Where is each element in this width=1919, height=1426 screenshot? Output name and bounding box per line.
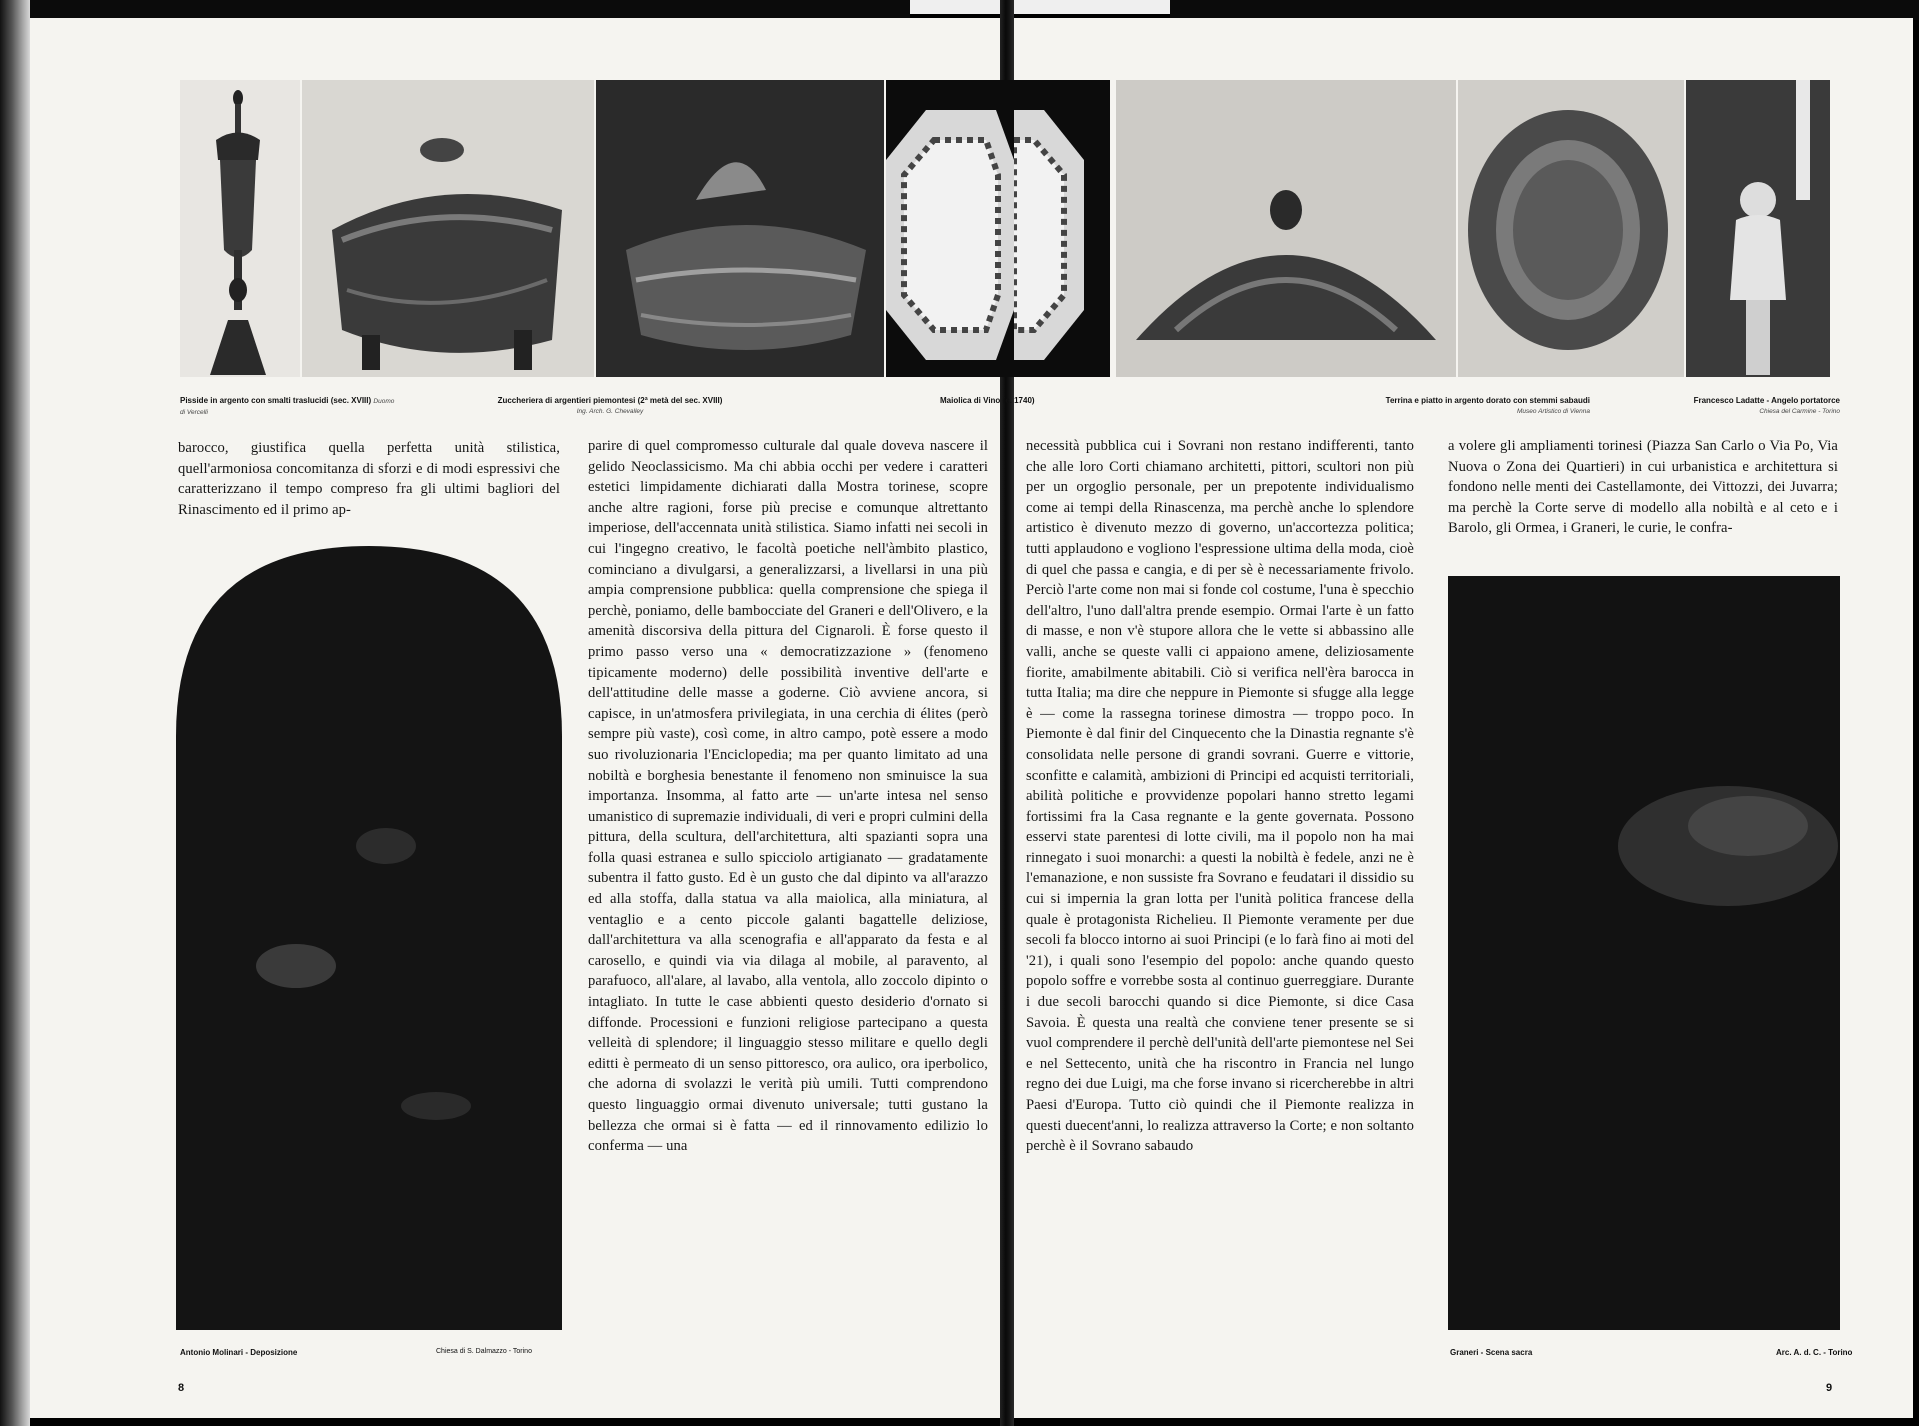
binding-edge: [0, 0, 30, 1426]
right-page-column-2: [1448, 436, 1838, 539]
caption-terrina-source: Museo Artistico di Vienna: [1517, 408, 1590, 415]
plate-right-caption-location: Arc. A. d. C. - Torino: [1776, 1348, 1853, 1357]
photo-zuccheriera-2: [596, 80, 884, 377]
caption-zuccheriera-source: Ing. Arch. G. Chevalley: [576, 408, 644, 415]
caption-pisside-source: Duomo di Vercelli: [180, 398, 395, 416]
left-page-column-2: [588, 436, 988, 1157]
caption-zuccheriera-title: Zuccheriera di argentieri piemontesi (2ª metà del sec. XVIII): [497, 396, 723, 405]
right-col1-paragraph: necessità pubblica cui i Sovrani non restano indifferenti, tanto che alle loro Corti chiamano architetti, pittori, scultori non più per un orgoglio personale, per un prepotente individualismo come ai tempi della Rinascenza, ma perchè anche lo splendore artistico è divenuto mezzo di governo, un'accortezza politica; tutti applaudono e vogliono l'espressione ultima della moda, cioè di quel che passa e cangia, e di per sè è necessariamente frivolo. Perciò l'arte come non mai si fonde col costume, l'una è specchio dell'altro, l'uno dall'altra prende esempio. Ormai l'arte è un fatto di masse, e non v'è stupore allora che le vette si abbassino alle valli, anche se queste valli ci appaiono amene, deliziosamente fiorite, amabilmente abitabili. Ciò si verifica nell'èra barocca in tutta Italia; ma dire che neppure in Piemonte si sfugge alla legge è — come la rassegna torinese dimostra — troppo poco. In Piemonte è dal finir del Cinquecento che la Dinastia regnante s'è consolidata nelle persone di grandi sovrani. Guerre e vittorie, sconfitte e calamità, ambizioni di Principi ed acquisti territoriali, abilità politiche e provvidenze popolari hanno stretto legami fortissimi fra la Casa regnante e la gente governata. Possono esservi state parentesi di lotte civili, ma il popolo non ha mai rinnegato i suoi monarchi: a questi la nobiltà è fedele, anzi ne è l'emanazione, e non sussiste fra Sovrano e feudatari il dissidio su cui si impernia la gran lotta per l'unità politica francese della quale è protagonista Richelieu. Il Piemonte veramente per due secoli fa blocco intorno ai suoi Principi (e lo farà fino ai moti del '21), i quali sono l'esempio del popolo: anche quando questo popolo soffre e vorrebbe sosta al continuo guerreggiare. Durante i due secoli barocchi quando si dice Piemonte, si dice Casa Savoia. È questa una realtà che conviene tener presente se si vuol comprendere il perchè dell'unità dell'arte piemontese nel Sei e nel Settecento, unità che ha riscontro in Francia nel lungo regno dei due Luigi, ma che forse invano si ricercherebbe in altri Paesi d'Europa. Tutto ciò quindi che il Piemonte realizza in questi duecent'anni, lo realizza attraverso la Corte; e non soltanto perchè è il Sovrano sabaudo: [1026, 438, 1414, 1155]
photo-piatto: [1458, 80, 1684, 377]
right-col2-paragraph: a volere gli ampliamenti torinesi (Piazza San Carlo o Via Po, Via Nuova o Zona dei Quartieri) in cui urbanistica e architettura si fondono nelle menti dei Castellamonte, dei Vittozzi, dei Juvarra; ma perchè la Corte serve di modello alla nobiltà e al ceto e i Barolo, gli Ormea, i Graneri, le curie, le confra-: [1448, 438, 1838, 537]
top-edge-right: [1170, 0, 1919, 20]
page-number-left: 8: [178, 1382, 185, 1394]
caption-ladatte-title: Francesco Ladatte - Angelo portatorce: [1693, 396, 1840, 405]
photo-angelo: [1686, 80, 1830, 377]
plate-right-caption-artist: Graneri - Scena sacra: [1450, 1348, 1533, 1357]
left-col1-paragraph: barocco, giustifica quella perfetta unità stilistica, quell'armoniosa concomitanza di sforzi e di modi espressivi che caratterizzano il tempo compreso fra gli ultimi bagliori del Rinascimento ed il primo ap-: [178, 440, 560, 518]
page-number-right: 9: [1826, 1382, 1833, 1394]
caption-pisside-title: Pisside in argento con smalti traslucidi (sec. XVIII): [180, 396, 372, 405]
top-edge-left: [0, 0, 910, 20]
photo-maiolica: [886, 80, 1014, 377]
plate-left-caption-location: Chiesa di S. Dalmazzo - Torino: [436, 1348, 532, 1355]
right-page-column-1: [1026, 436, 1414, 1157]
photo-zuccheriera-1: [302, 80, 594, 377]
photo-pisside: [180, 80, 300, 377]
left-page-column-1: [178, 438, 560, 520]
caption-pisside: [180, 396, 400, 418]
caption-ladatte-source: Chiesa del Carmine - Torino: [1759, 408, 1840, 415]
top-edge-gap: [910, 0, 1170, 14]
plate-left-caption-artist: Antonio Molinari - Deposizione: [180, 1348, 298, 1357]
caption-zuccheriera: [440, 396, 780, 417]
plate-graneri: [1448, 576, 1840, 1330]
caption-terrina-title: Terrina e piatto in argento dorato con stemmi sabaudi: [1385, 396, 1590, 405]
caption-maiolica: [940, 396, 1080, 406]
photo-terrina: [1116, 80, 1456, 377]
plate-deposizione: [176, 546, 562, 1330]
caption-ladatte: [1640, 396, 1840, 417]
caption-maiolica-title: Maiolica di Vino (c. 1740): [940, 396, 1035, 405]
photo-maiolica-right: [1014, 80, 1110, 377]
left-col2-paragraph: parire di quel compromesso culturale dal quale doveva nascere il gelido Neoclassicismo. Ma chi abbia occhi per vedere i caratteri estetici limpidamente dichiarati dalla Mostra torinese, scopre anche altre ragioni, forse più precise e comunque altrettanto imperiose, dell'accennata unità stilistica. Siamo infatti nei secoli in cui l'ingegno creativo, le facoltà poetiche nell'àmbito plastico, cominciano a divulgarsi, a generalizzarsi, a livellarsi in una più ampia comprensione pubblica: quella comprensione che spiega il perchè, poniamo, delle bambocciate del Graneri e dell'Olivero, e la amenità discorsiva della pittura del Cignaroli. È forse questo il primo passo verso una « democratizzazione » (fenomeno tipicamente moderno) delle possibilità inventive dell'arte e dell'attitudine delle masse a goderne. Ciò avviene ancora, si capisce, in un'atmosfera privilegiata, in una cerchia di élites (però sempre più vaste), così come, in altro campo, potè essere a modo suo rivoluzionaria l'Enciclopedia; ma per quanto limitato ad una nobiltà e borghesia benestante il fenomeno non sminuisce la sua importanza. Insomma, al fatto arte — un'arte intesa nel senso umanistico di supremazie individuali, di veri e propri culmini della pittura, della scultura, dell'architettura, alti spazianti sopra una folla quasi estranea e sullo spicciolo artigianato — gradatamente subentra il fatto gusto. Ed è un gusto che dal dipinto va all'arazzo ed alla stoffa, dalla statua va alla maiolica, alla miniatura, al ventaglio e a cento piccole galanti bagattelle deliziose, dall'architettura va alla scenografia e all'apparato da festa e al carosello, e quindi via via dilaga al mobile, al paravento, al parafuoco, all'alare, al lavabo, alla ventola, allo zoccolo dipinto o intagliato. In tutte le case abbienti questo desiderio d'ornato si diffonde. Processioni e funzioni religiose partecipano a questa velleità di splendore; il linguaggio stesso militare e quello degli editti è permeato di un senso pittoresco, ora aulico, ora iperbolico, che adorna di svolazzi le verità più umili. Tutti comprendono questo linguaggio ormai divenuto universale; tutti gustano la bellezza che ormai si è fatta — ed il rinnovamento edilizio lo conferma — una: [588, 438, 988, 1155]
caption-terrina: [1290, 396, 1590, 417]
